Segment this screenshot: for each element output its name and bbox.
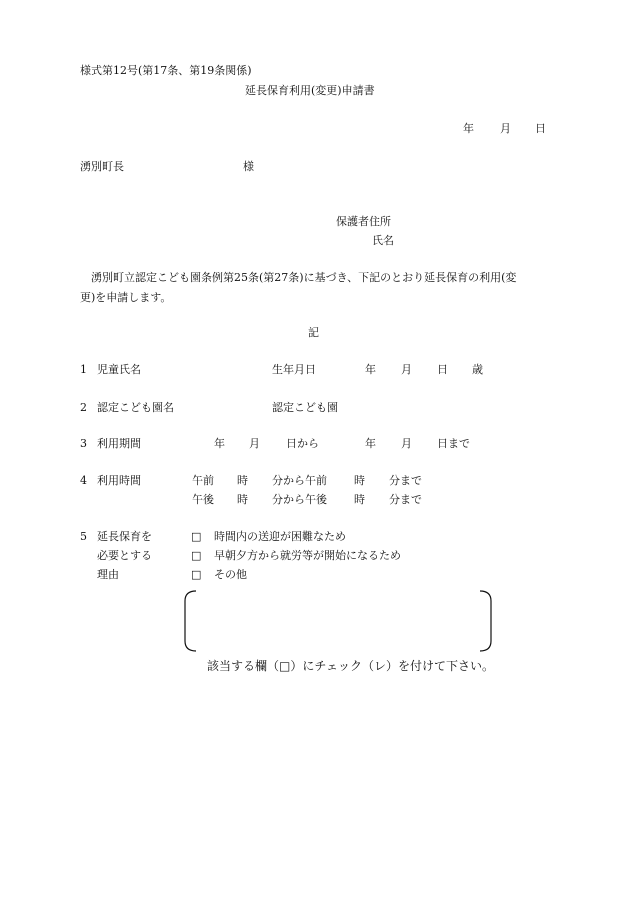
period-end-day: 日まで xyxy=(437,437,470,450)
checkbox-instruction-note: 該当する欄（□）にチェック（レ）を付けて下さい。 xyxy=(207,659,494,673)
item-2-number: 2 xyxy=(80,401,87,414)
period-end-year: 年 xyxy=(365,437,376,450)
checkbox-reason-other[interactable]: □ xyxy=(191,568,202,581)
addressee-name: 湧別町長 xyxy=(80,160,124,173)
period-start-month: 月 xyxy=(249,437,260,450)
option-transport-label: 時間内の送迎が困難なため xyxy=(214,530,346,543)
addressee-honorific: 様 xyxy=(243,160,254,173)
ki-heading: 記 xyxy=(308,326,319,339)
date-day-label: 日 xyxy=(535,122,546,135)
period-end-month: 月 xyxy=(401,437,412,450)
date-year-label: 年 xyxy=(463,122,474,135)
applicant-name-label: 氏名 xyxy=(372,234,394,247)
birth-month-label: 月 xyxy=(401,363,412,376)
item-5-number: 5 xyxy=(80,530,87,543)
applicant-address-label: 保護者住所 xyxy=(336,215,391,228)
child-name-label: 児童氏名 xyxy=(97,363,141,376)
checkbox-reason-work[interactable]: □ xyxy=(191,549,202,562)
period-start-year: 年 xyxy=(214,437,225,450)
body-line-2: 更)を申請します。 xyxy=(80,291,172,304)
am-end-minute: 分まで xyxy=(389,474,422,487)
reason-label-line-1: 延長保育を xyxy=(97,530,152,543)
pm-start-hour: 時 xyxy=(237,493,248,506)
option-other-label: その他 xyxy=(214,568,247,581)
birthdate-label: 生年月日 xyxy=(272,363,316,376)
other-reason-bracket[interactable] xyxy=(182,589,494,653)
reason-label-line-3: 理由 xyxy=(97,568,119,581)
item-1-number: 1 xyxy=(80,363,87,376)
birth-year-label: 年 xyxy=(365,363,376,376)
form-number: 様式第12号(第17条、第19条関係) xyxy=(80,64,252,77)
am-start-minute: 分から午前 xyxy=(272,474,327,487)
period-label: 利用期間 xyxy=(97,437,141,450)
pm-start-period: 午後 xyxy=(192,493,214,506)
form-title: 延長保育利用(変更)申請書 xyxy=(245,84,375,97)
am-end-hour: 時 xyxy=(354,474,365,487)
body-line-1: 湧別町立認定こども園条例第25条(第27条)に基づき、下記のとおり延長保育の利用(変 xyxy=(91,271,517,284)
option-work-label: 早朝夕方から就労等が開始になるため xyxy=(214,549,401,562)
facility-value: 認定こども園 xyxy=(272,401,338,414)
pm-end-minute: 分まで xyxy=(389,493,422,506)
item-4-number: 4 xyxy=(80,474,87,487)
facility-name-label: 認定こども園名 xyxy=(97,401,174,414)
period-start-day: 日から xyxy=(286,437,319,450)
date-month-label: 月 xyxy=(500,122,511,135)
reason-label-line-2: 必要とする xyxy=(97,549,152,562)
time-label: 利用時間 xyxy=(97,474,141,487)
am-start-period: 午前 xyxy=(192,474,214,487)
item-3-number: 3 xyxy=(80,437,87,450)
pm-start-minute: 分から午後 xyxy=(272,493,327,506)
am-start-hour: 時 xyxy=(237,474,248,487)
age-label: 歳 xyxy=(472,363,483,376)
checkbox-reason-transport[interactable]: □ xyxy=(191,530,202,543)
birth-day-label: 日 xyxy=(437,363,448,376)
pm-end-hour: 時 xyxy=(354,493,365,506)
